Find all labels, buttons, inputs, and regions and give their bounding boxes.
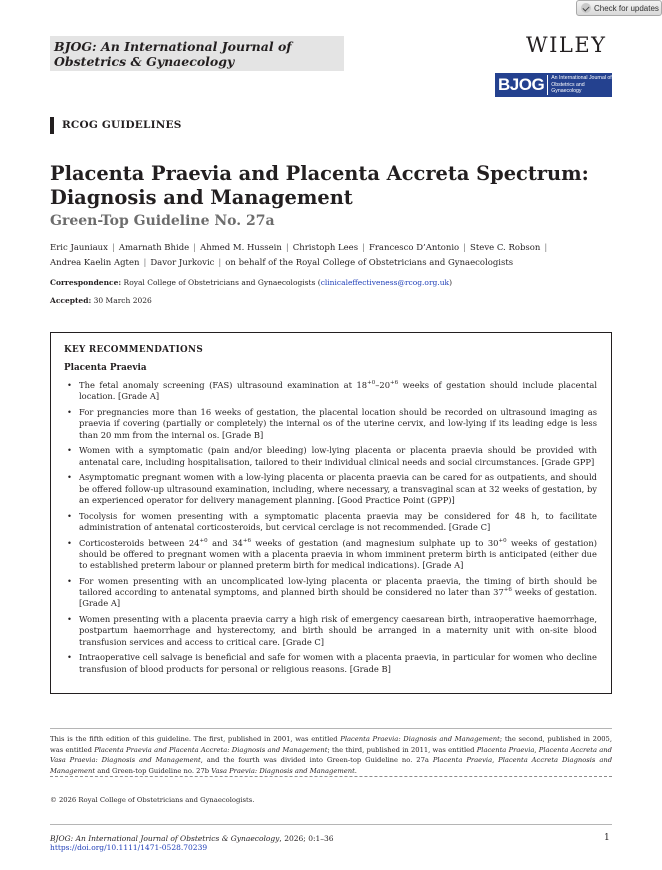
section-label: RCOG GUIDELINES [50,117,181,134]
recommendation-list [64,380,597,675]
accepted-value: 30 March 2026 [93,296,152,305]
article-subtitle: Green-Top Guideline No. 27a [50,213,275,229]
author-separator: | [193,243,197,253]
correspondence-email-link[interactable]: clinicaleffectiveness@rcog.org.uk [320,278,450,287]
correspondence-text: Royal College of Obstetricians and Gynaecologists ( [123,278,321,287]
doi-link[interactable]: https://doi.org/10.1111/1471-0528.70239 [50,843,208,852]
recommendation-item: • Women with a symptomatic (pain and/or bleeding) low-lying placenta or placenta praevia should be provided with antenatal care, including hospitalisation, tailored to their individual clinical needs and social circumstances. [Grade GPP] [64,445,597,468]
key-recommendations-title: KEY RECOMMENDATIONS [64,345,203,355]
footer-citation: BJOG: An International Journal of Obstetrics & Gynaecology, 2026; 0:1–36 [50,834,334,843]
author-separator: | [544,243,548,253]
check-badge-icon [581,3,591,13]
author[interactable]: Davor Jurkovic [150,258,215,268]
key-recommendations-subheading: Placenta Praevia [64,363,147,373]
recommendation-item: • For women presenting with an uncomplicated low-lying placenta or placenta praevia, the timing of birth should be tailored according to antenatal symptoms, and planned birth should be considered no later than $37^{+6}$ weeks of gestation. [Grade A] [64,576,597,610]
check-for-updates-label: Check for updates [594,3,659,13]
recommendation-item: • Women presenting with a placenta praevia carry a high risk of emergency caesarean birth, intraoperative haemorrhage, postpartum haemorrhage and hysterectomy, and birth should be arranged in a maternity unit with on-site blood transfusion services and access to critical care. [Grade C] [64,614,597,648]
correspondence-label: Correspondence: [50,278,122,287]
footnote-dashed-divider [50,776,612,777]
recommendation-item: • Tocolysis for women presenting with a symptomatic placenta praevia may be considered for 48 h, to facilitate administration of antenatal corticosteroids, but cervical cerclage is not recommended. [Grade C] [64,511,597,534]
page-number: 1 [604,833,610,843]
footnote-divider [50,728,612,729]
author[interactable]: Amarnath Bhide [118,243,190,253]
author-separator: | [218,258,222,268]
recommendation-item: • Intraoperative cell salvage is beneficial and safe for women with a placenta praevia, in particular for women who decline transfusion of blood products for personal or religious reasons. [Grade B] [64,652,597,675]
recommendation-item: • Asymptomatic pregnant women with a low-lying placenta or placenta praevia can be cared for as outpatients, and should be offered follow-up ultrasound examination, including, where necessary, a transvaginal scan at 32 weeks of gestation, by an experienced operator for delivery management planning. [Good Practice Point (GPP)] [64,472,597,506]
accepted-date [50,296,152,305]
author-separator: | [143,258,147,268]
edition-note: This is the fifth edition of this guideline. The first, published in 2001, was entitled Placenta Praevia: Diagnosis and Management; the second, published in 2005, was entitled Placenta Praevia and Placenta Accreta: Diagnosis and Management; the third, published in 2011, was entitled Placenta Praevia, Placenta Accreta and Vasa Praevia: Diagnosis and Management, and the fourth was divided into Green-top Guideline no. 27a Placenta Praevia, Placenta Accreta Diagnosis and Management and Green-top Guideline no. 27b Vasa Praevia: Diagnosis and Management. [50,735,613,775]
author[interactable]: Francesco D’Antonio [368,243,460,253]
author[interactable]: Christoph Lees [292,243,359,253]
author[interactable]: Ahmed M. Hussein [200,243,282,253]
author-separator: | [285,243,289,253]
author[interactable]: Eric Jauniaux [50,243,108,253]
publisher-logo: WILEY [526,33,607,57]
bjog-logo-mark: BJOG [495,75,548,95]
article-title: Placenta Praevia and Placenta Accreta Spectrum: Diagnosis and Management [50,162,589,209]
accepted-label: Accepted: [50,296,92,305]
bjog-logo-text [548,75,612,95]
journal-name: BJOG: An International Journal of Obstetrics & Gynaecology [50,36,344,71]
bjog-logo-line2: Obstetrics and Gynaecology [551,81,585,95]
author-separator: | [111,243,115,253]
bjog-logo [495,73,612,97]
author[interactable]: Andrea Kaelin Agten [50,258,140,268]
footer-divider [50,824,612,825]
author-list [50,241,610,271]
author-separator: | [362,243,365,253]
recommendation-item: • Corticosteroids between $24^{+0}$ and $34^{+6}$ weeks of gestation (and magnesium sulphate up to $30^{+0}$ weeks of gestation) should be offered to pregnant women with a placenta praevia in whom imminent preterm birth is anticipated (either due to established preterm labour or planned preterm birth for medical indications). [Grade A] [64,538,597,572]
copyright-notice: © 2026 Royal College of Obstetricians and Gynaecologists. [50,796,255,804]
author-separator: | [463,243,467,253]
correspondence-close: ) [449,278,453,287]
check-for-updates-button[interactable] [576,0,662,16]
bjog-logo-line1: An International Journal of [551,75,612,82]
key-recommendations-box [50,332,612,694]
recommendation-item: • For pregnancies more than 16 weeks of gestation, the placental location should be recorded on ultrasound imaging as praevia if covering (partially or completely) the internal os of the uterine cervix, and low-lying if its leading edge is less than 20 mm from the internal os. [Grade B] [64,407,597,441]
author-group: on behalf of the Royal College of Obstetricians and Gynaecologists [225,258,514,268]
correspondence [50,278,452,287]
author[interactable]: Steve C. Robson [470,243,541,253]
recommendation-item: • The fetal anomaly screening (FAS) ultrasound examination at $18^{+0}-20^{+6}$ weeks of gestation should include placental location. [Grade A] [64,380,597,403]
